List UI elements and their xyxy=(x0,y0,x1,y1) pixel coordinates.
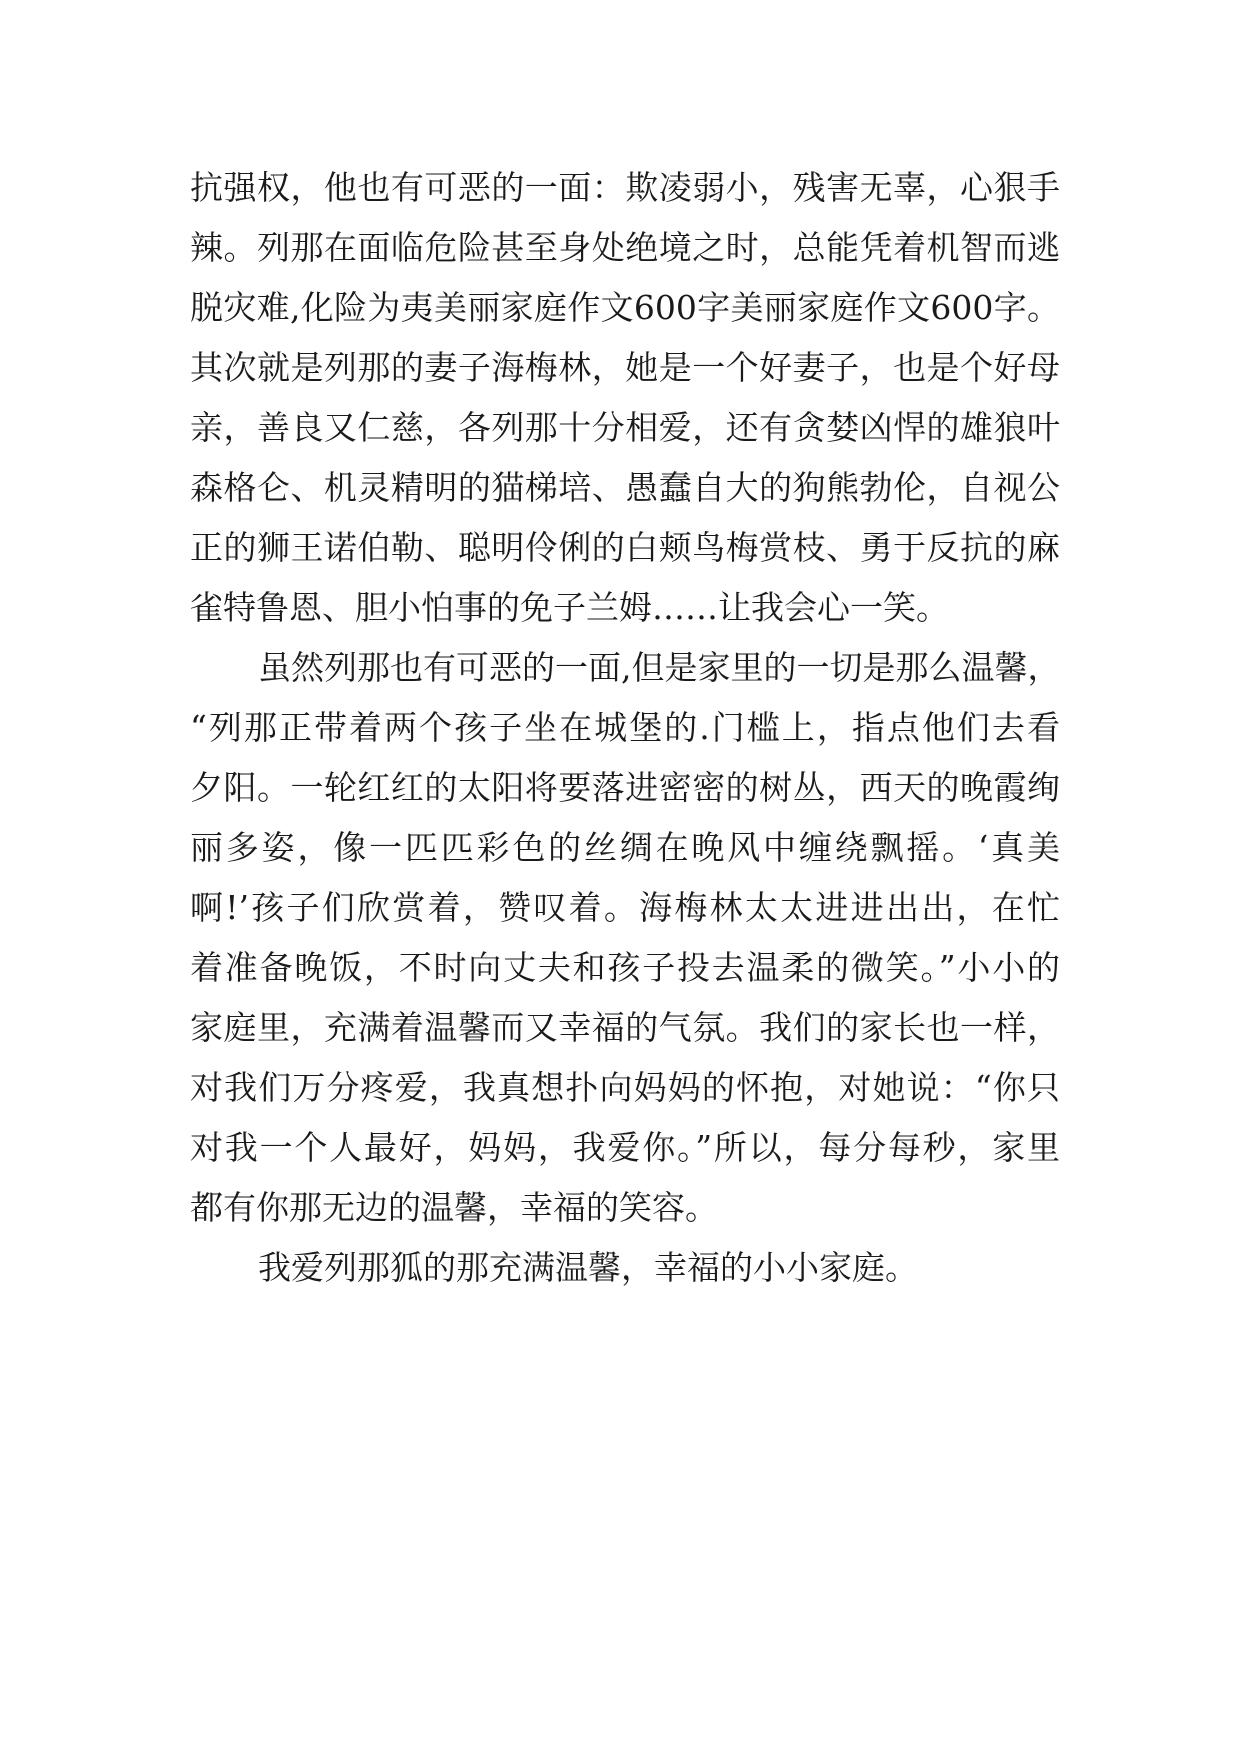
text-line: 雀特鲁恩、胆小怕事的免子兰姆……让我会心一笑。 xyxy=(190,588,949,627)
text-line: 森格仑、机灵精明的猫梯培、愚蠢自大的狗熊勃伦，自视公 xyxy=(190,468,1060,507)
paragraph-2 xyxy=(190,638,1060,1238)
text-line: 抗强权，他也有可恶的一面：欺凌弱小，残害无辜，心狠手 xyxy=(190,168,1060,207)
text-line: 虽然列那也有可恶的一面,但是家里的一切是那么温馨， xyxy=(258,648,1061,687)
text-line: 正的狮王诺伯勒、聪明伶俐的白颊鸟梅赏枝、勇于反抗的麻 xyxy=(190,528,1060,567)
text-line: 对我一个人最好，妈妈，我爱你。”所以，每分每秒，家里 xyxy=(190,1128,1060,1167)
text-line: 脱灾难,化险为夷美丽家庭作文600字美丽家庭作文600字。 xyxy=(190,288,1060,327)
text-line: 啊!’孩子们欣赏着，赞叹着。海梅林太太进进出出，在忙 xyxy=(190,888,1060,927)
text-line: 我爱列那狐的那充满温馨，幸福的小小家庭。 xyxy=(258,1248,918,1287)
text-line: “列那正带着两个孩子坐在城堡的.门槛上，指点他们去看 xyxy=(190,708,1060,747)
text-line: 辣。列那在面临危险甚至身处绝境之时，总能凭着机智而逃 xyxy=(190,228,1060,267)
text-line: 都有你那无边的温馨，幸福的笑容。 xyxy=(190,1188,718,1227)
text-line: 着准备晚饭，不时向丈夫和孩子投去温柔的微笑。”小小的 xyxy=(190,948,1060,987)
text-line: 亲，善良又仁慈，各列那十分相爱，还有贪婪凶悍的雄狼叶 xyxy=(190,408,1060,447)
text-line: 其次就是列那的妻子海梅林，她是一个好妻子，也是个好母 xyxy=(190,348,1060,387)
text-line: 对我们万分疼爱，我真想扑向妈妈的怀抱，对她说：“你只 xyxy=(190,1068,1060,1107)
text-line: 家庭里，充满着温馨而又幸福的气氛。我们的家长也一样， xyxy=(190,1008,1060,1047)
paragraph-1 xyxy=(190,158,1060,638)
paragraph-3 xyxy=(190,1238,1060,1298)
text-line: 丽多姿，像一匹匹彩色的丝绸在晚风中缠绕飘摇。‘真美 xyxy=(190,828,1060,867)
text-line: 夕阳。一轮红红的太阳将要落进密密的树丛，西天的晚霞绚 xyxy=(190,768,1060,807)
essay-body xyxy=(190,158,1060,1298)
